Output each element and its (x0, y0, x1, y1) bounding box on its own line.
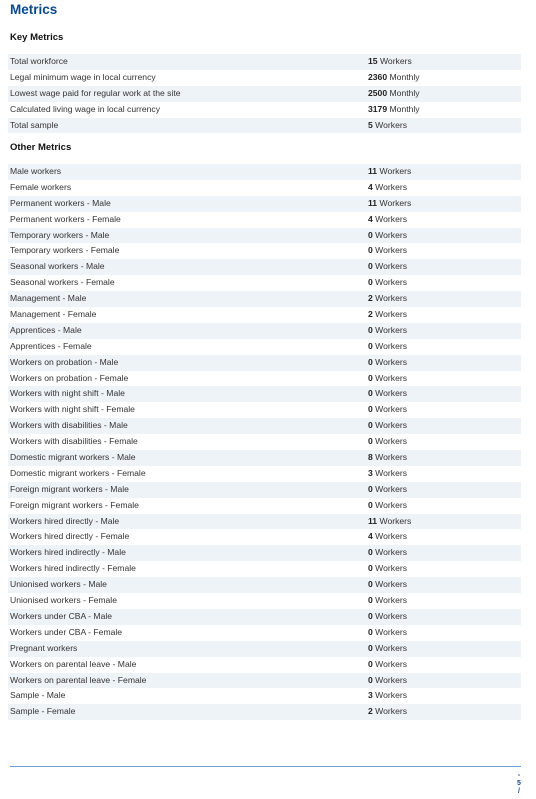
metric-value (368, 609, 407, 625)
metric-value (368, 54, 412, 70)
key-metrics-table (8, 54, 521, 133)
section-heading-key-metrics: Key Metrics (10, 32, 64, 43)
metric-unit: Workers (375, 309, 408, 320)
metric-number: 15 (368, 56, 378, 66)
metric-unit: Workers (375, 563, 408, 574)
metric-value (368, 673, 407, 689)
metric-value (368, 371, 407, 387)
metric-row (8, 418, 521, 434)
metric-unit: Monthly (389, 87, 420, 98)
page-number (515, 772, 523, 796)
metric-number: 0 (368, 356, 373, 367)
metric-unit: Workers (375, 452, 408, 463)
metric-value (368, 561, 407, 577)
metric-label: Workers with night shift - Female (10, 404, 135, 415)
metric-label: Apprentices - Male (10, 324, 82, 335)
metric-label: Workers under CBA - Female (10, 626, 123, 637)
metric-label: Pregnant workers (10, 642, 78, 653)
metric-number: 0 (368, 642, 373, 653)
metric-row (8, 450, 521, 466)
metric-value (368, 450, 407, 466)
metric-value (368, 86, 420, 102)
metric-unit: Workers (375, 579, 408, 590)
metric-row (8, 118, 521, 134)
metric-unit: Workers (375, 340, 408, 351)
metric-row (8, 386, 521, 402)
metric-unit: Workers (375, 277, 408, 288)
metric-number: 0 (368, 547, 373, 558)
metric-label: Workers under CBA - Male (10, 610, 113, 621)
metric-label: Permanent workers - Female (10, 213, 121, 224)
metric-value (368, 102, 420, 118)
metric-number: 3 (368, 690, 373, 701)
metric-unit: Workers (375, 642, 408, 653)
metric-row (8, 102, 521, 118)
metric-label: Workers hired directly - Male (10, 515, 120, 526)
metric-label: Workers with night shift - Male (10, 388, 125, 399)
metric-row (8, 498, 521, 514)
metric-value (368, 307, 407, 323)
metric-value (368, 688, 407, 704)
metric-label: Sample - Female (10, 706, 76, 717)
metric-unit: Workers (375, 706, 408, 717)
metric-label: Management - Female (10, 309, 97, 320)
metric-row (8, 577, 521, 593)
metric-number: 11 (368, 197, 378, 208)
metric-row (8, 259, 521, 275)
metric-unit: Workers (375, 595, 408, 606)
metric-unit: Workers (375, 658, 408, 669)
metric-label: Female workers (10, 181, 72, 192)
metric-label: Foreign migrant workers - Male (10, 483, 129, 494)
metric-number: 0 (368, 420, 373, 431)
metric-label: Legal minimum wage in local currency (10, 71, 156, 82)
metric-unit: Workers (375, 181, 408, 192)
metric-unit: Workers (379, 197, 412, 208)
metric-label: Workers with disabilities - Female (10, 436, 138, 447)
metric-number: 0 (368, 483, 373, 494)
metric-label: Total sample (10, 119, 59, 130)
metric-row (8, 70, 521, 86)
metric-unit: Workers (375, 626, 408, 637)
metric-value (368, 339, 407, 355)
metric-number: 0 (368, 674, 373, 685)
metric-value (368, 291, 407, 307)
metric-row (8, 529, 521, 545)
metric-unit: Workers (375, 372, 408, 383)
metric-label: Workers on parental leave - Female (10, 674, 147, 685)
metric-unit: Workers (375, 245, 408, 256)
metric-label: Workers with disabilities - Male (10, 420, 128, 431)
metric-value (368, 402, 407, 418)
metric-value (368, 434, 407, 450)
metric-number: 0 (368, 229, 373, 240)
metric-number: 0 (368, 579, 373, 590)
metric-unit: Workers (375, 547, 408, 558)
metric-value (368, 323, 407, 339)
metric-row (8, 339, 521, 355)
metric-value (368, 498, 407, 514)
metric-value (368, 386, 407, 402)
metric-unit: Workers (379, 515, 412, 526)
page-number-line-3: / (518, 788, 520, 795)
metric-row (8, 561, 521, 577)
metric-value (368, 228, 407, 244)
metric-number: 4 (368, 213, 373, 224)
metric-unit: Workers (375, 499, 408, 510)
metric-number: 0 (368, 563, 373, 574)
metric-unit: Workers (375, 261, 408, 272)
metric-label: Unionised workers - Female (10, 595, 117, 606)
page-number-line-2: 5 (517, 780, 521, 787)
metric-value (368, 418, 407, 434)
metric-label: Lowest wage paid for regular work at the site (10, 87, 181, 98)
metric-value (368, 259, 407, 275)
metric-number: 0 (368, 340, 373, 351)
metric-number: 2 (368, 293, 373, 304)
metric-number: 2 (368, 309, 373, 320)
metric-label: Seasonal workers - Male (10, 261, 105, 272)
metric-unit: Workers (375, 690, 408, 701)
metric-unit: Workers (375, 388, 408, 399)
metric-row (8, 593, 521, 609)
metric-unit: Workers (375, 229, 408, 240)
metric-unit: Workers (379, 166, 412, 176)
metric-row (8, 371, 521, 387)
metric-label: Apprentices - Female (10, 340, 92, 351)
metric-number: 0 (368, 499, 373, 510)
metric-row (8, 482, 521, 498)
metric-row (8, 355, 521, 371)
metric-unit: Workers (379, 56, 412, 66)
metric-label: Permanent workers - Male (10, 197, 111, 208)
metric-value (368, 514, 411, 530)
metric-label: Temporary workers - Female (10, 245, 120, 256)
metric-row (8, 228, 521, 244)
metric-unit: Monthly (389, 71, 420, 82)
metric-row (8, 514, 521, 530)
metric-label: Calculated living wage in local currency (10, 103, 160, 114)
metric-value (368, 641, 407, 657)
metric-number: 2360 (368, 71, 388, 82)
metric-label: Management - Male (10, 293, 87, 304)
metric-row (8, 609, 521, 625)
page-title: Metrics (10, 2, 58, 17)
metric-number: 0 (368, 261, 373, 272)
metric-value (368, 657, 407, 673)
footer-rule (10, 766, 521, 767)
metric-value (368, 529, 407, 545)
metric-unit: Workers (375, 356, 408, 367)
metric-unit: Monthly (389, 103, 420, 114)
metric-row (8, 466, 521, 482)
metric-label: Workers on probation - Female (10, 372, 129, 383)
metric-number: 11 (368, 166, 378, 176)
metric-number: 0 (368, 324, 373, 335)
metric-value (368, 545, 407, 561)
metric-label: Domestic migrant workers - Male (10, 452, 136, 463)
section-heading-other-metrics: Other Metrics (10, 142, 72, 153)
metric-value (368, 275, 407, 291)
metric-unit: Workers (375, 420, 408, 431)
metric-row (8, 275, 521, 291)
metric-value (368, 70, 420, 86)
metric-number: 0 (368, 388, 373, 399)
metric-number: 8 (368, 452, 373, 463)
metric-label: Sample - Male (10, 690, 66, 701)
metric-unit: Workers (375, 531, 408, 542)
metric-label: Temporary workers - Male (10, 229, 110, 240)
metric-row (8, 291, 521, 307)
metric-row (8, 180, 521, 196)
metric-number: 5 (368, 119, 373, 130)
metric-label: Male workers (10, 166, 62, 176)
metric-value (368, 180, 407, 196)
metric-label: Workers on parental leave - Male (10, 658, 137, 669)
metric-number: 2 (368, 706, 373, 717)
metric-unit: Workers (375, 324, 408, 335)
metric-number: 11 (368, 515, 378, 526)
metric-row (8, 212, 521, 228)
metric-number: 3 (368, 467, 373, 478)
metric-value (368, 355, 407, 371)
metric-number: 0 (368, 436, 373, 447)
metric-value (368, 118, 407, 134)
metric-value (368, 577, 407, 593)
metric-row (8, 323, 521, 339)
metric-value (368, 625, 407, 641)
metric-row (8, 86, 521, 102)
metric-row (8, 402, 521, 418)
metric-value (368, 196, 411, 212)
metric-number: 0 (368, 245, 373, 256)
metric-value (368, 466, 407, 482)
metric-label: Seasonal workers - Female (10, 277, 115, 288)
metric-row (8, 243, 521, 259)
metric-value (368, 593, 407, 609)
metric-label: Domestic migrant workers - Female (10, 467, 146, 478)
metric-number: 3179 (368, 103, 388, 114)
metric-label: Total workforce (10, 56, 68, 66)
metric-label: Workers on probation - Male (10, 356, 119, 367)
metric-row (8, 688, 521, 704)
metric-value (368, 164, 411, 180)
metric-label: Workers hired indirectly - Female (10, 563, 136, 574)
metric-row (8, 641, 521, 657)
metric-unit: Workers (375, 467, 408, 478)
metric-unit: Workers (375, 674, 408, 685)
metric-row (8, 164, 521, 180)
metric-number: 0 (368, 610, 373, 621)
metric-unit: Workers (375, 483, 408, 494)
metric-value (368, 704, 407, 720)
metric-unit: Workers (375, 293, 408, 304)
metric-unit: Workers (375, 119, 408, 130)
metric-row (8, 657, 521, 673)
metric-number: 4 (368, 181, 373, 192)
metric-unit: Workers (375, 404, 408, 415)
metric-number: 0 (368, 277, 373, 288)
metric-row (8, 545, 521, 561)
metric-number: 0 (368, 626, 373, 637)
metric-number: 2500 (368, 87, 388, 98)
metric-row (8, 434, 521, 450)
metric-number: 4 (368, 531, 373, 542)
other-metrics-table (8, 164, 521, 720)
metric-number: 0 (368, 595, 373, 606)
metric-value (368, 482, 407, 498)
metric-label: Foreign migrant workers - Female (10, 499, 139, 510)
metric-row (8, 673, 521, 689)
metric-row (8, 54, 521, 70)
metric-row (8, 625, 521, 641)
metric-unit: Workers (375, 213, 408, 224)
metric-row (8, 307, 521, 323)
metric-unit: Workers (375, 610, 408, 621)
metric-row (8, 704, 521, 720)
metric-number: 0 (368, 404, 373, 415)
metric-label: Workers hired directly - Female (10, 531, 130, 542)
metric-label: Unionised workers - Male (10, 579, 107, 590)
metric-value (368, 212, 407, 228)
page-number-line-1: - (517, 772, 521, 779)
metric-number: 0 (368, 658, 373, 669)
metric-unit: Workers (375, 436, 408, 447)
metric-number: 0 (368, 372, 373, 383)
metric-row (8, 196, 521, 212)
metric-value (368, 243, 407, 259)
metric-label: Workers hired indirectly - Male (10, 547, 126, 558)
